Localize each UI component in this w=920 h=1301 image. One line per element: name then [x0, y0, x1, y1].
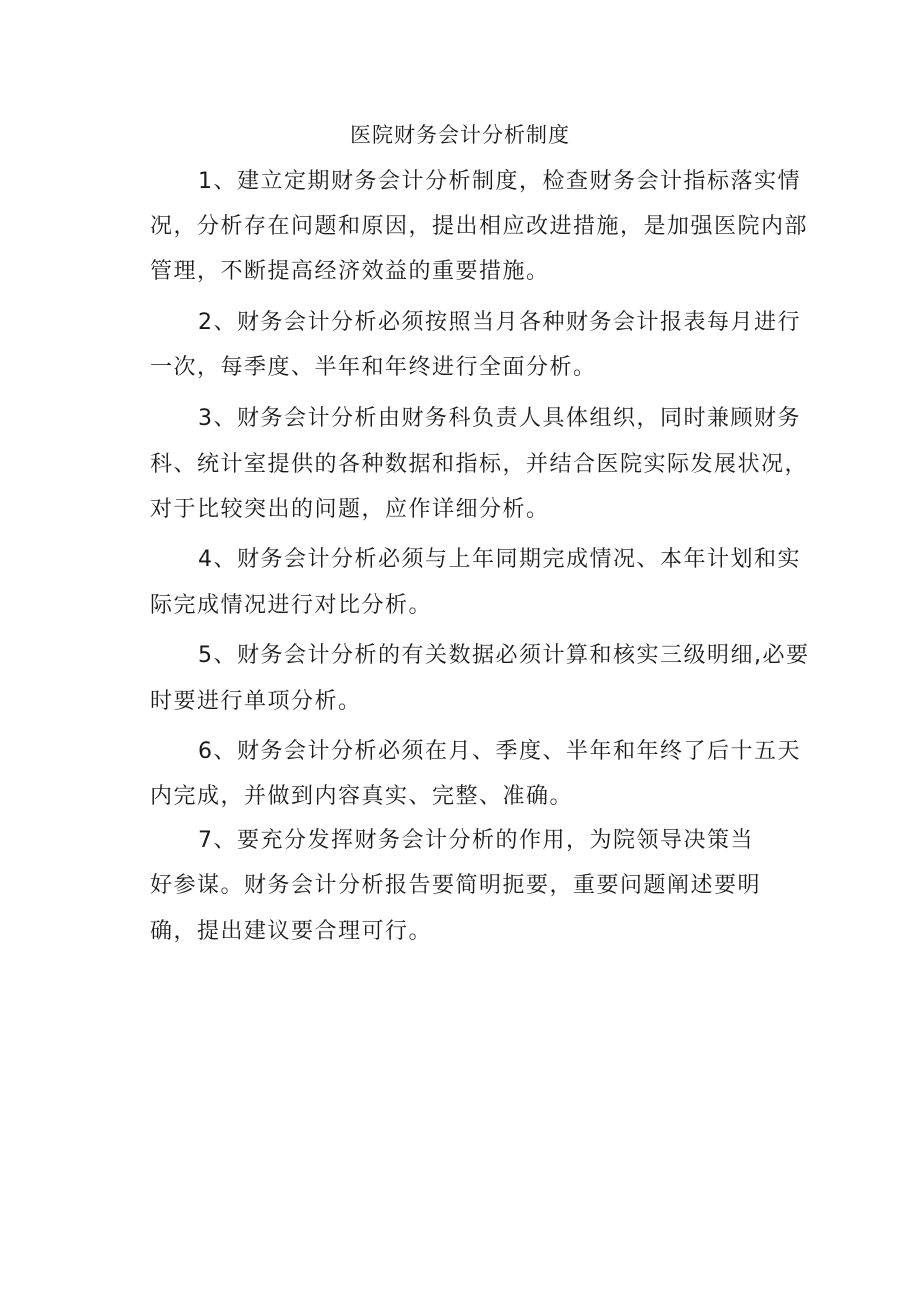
- paragraph-1-line-2: 况，分析存在问题和原因，提出相应改进措施，是加强医院内部: [150, 214, 809, 239]
- document-title: 医院财务会计分析制度: [350, 123, 570, 147]
- paragraph-5-line-2: 时要进行单项分析。: [150, 689, 362, 714]
- paragraph-2-line-2: 一次，每季度、半年和年终进行全面分析。: [150, 355, 597, 380]
- paragraph-5-line-1: 5、财务会计分析的有关数据必须计算和核实三级明细,必要: [198, 643, 810, 668]
- paragraph-7-line-2: 好参谋。财务会计分析报告要简明扼要，重要问题阐述要明: [150, 873, 762, 898]
- paragraph-1-line-1: 1、建立定期财务会计分析制度，检查财务会计指标落实情: [198, 169, 801, 194]
- paragraph-7-line-3: 确，提出建议要合理可行。: [150, 919, 433, 944]
- paragraph-6-line-2: 内完成，并做到内容真实、完整、准确。: [150, 784, 574, 809]
- paragraph-6-line-1: 6、财务会计分析必须在月、季度、半年和年终了后十五天: [198, 739, 801, 764]
- paragraph-3-line-2: 科、统计室提供的各种数据和指标，并结合医院实际发展状况，: [150, 452, 809, 477]
- paragraph-2-line-1: 2、财务会计分析必须按照当月各种财务会计报表每月进行: [198, 310, 801, 335]
- paragraph-4-line-2: 际完成情况进行对比分析。: [150, 593, 433, 618]
- paragraph-4-line-1: 4、财务会计分析必须与上年同期完成情况、本年计划和实: [198, 547, 801, 572]
- paragraph-3-line-1: 3、财务会计分析由财务科负责人具体组织，同时兼顾财务: [198, 406, 801, 431]
- paragraph-7-line-1: 7、要充分发挥财务会计分析的作用，为院领导决策当: [198, 828, 754, 853]
- paragraph-3-line-3: 对于比较突出的问题，应作详细分析。: [150, 497, 550, 522]
- paragraph-1-line-3: 管理，不断提高经济效益的重要措施。: [150, 259, 550, 284]
